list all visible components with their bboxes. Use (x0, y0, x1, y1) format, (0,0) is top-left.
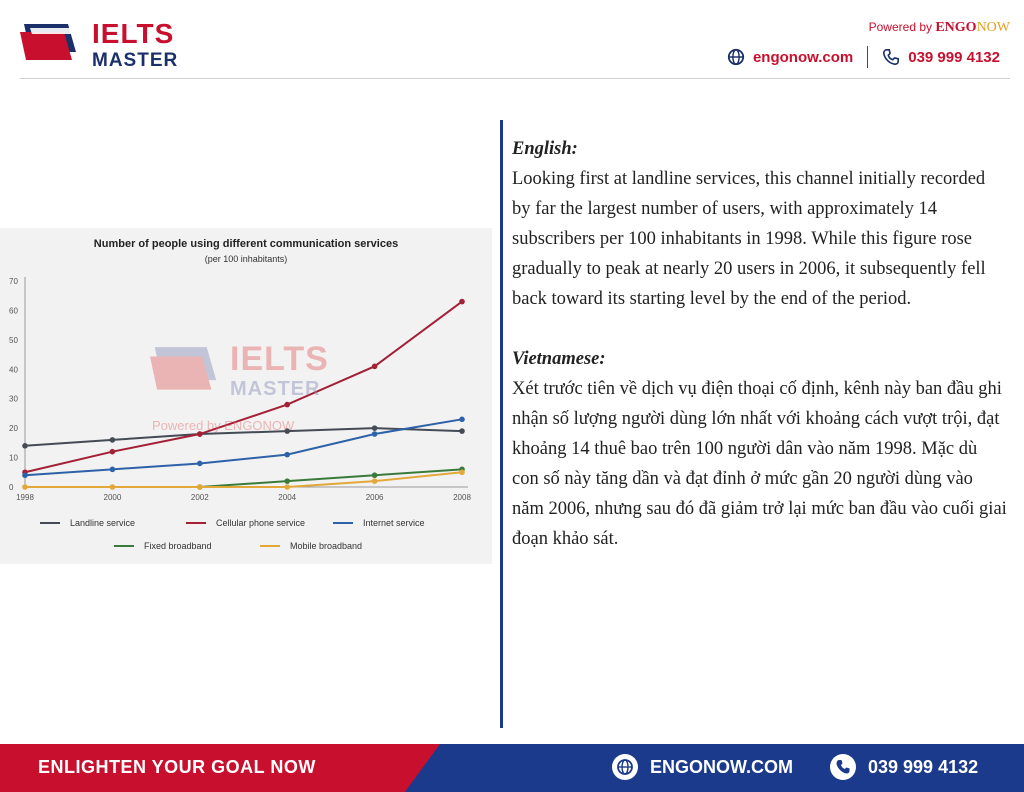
contact-separator (867, 46, 868, 68)
phone-icon (882, 48, 900, 66)
y-tick-label: 70 (9, 277, 18, 286)
logo-text-top: IELTS (92, 18, 175, 49)
english-heading: English: (512, 139, 578, 159)
header-website-link[interactable]: engonow.com (752, 48, 854, 66)
legend-label: Cellular phone service (216, 518, 306, 528)
data-point-landline-service (22, 443, 28, 449)
footer-slogan: ENLIGHTEN YOUR GOAL NOW (38, 757, 316, 777)
data-point-mobile-broadband (22, 484, 28, 490)
watermark-text-top: IELTS (230, 340, 329, 378)
x-tick-label: 2008 (453, 493, 471, 502)
x-tick-label: 1998 (16, 493, 34, 502)
data-point-fixed-broadband (284, 478, 290, 484)
header (0, 0, 1024, 78)
data-point-fixed-broadband (372, 472, 378, 478)
data-point-cellular-phone-service (372, 364, 378, 370)
logo-mark-icon (20, 18, 86, 62)
header-phone-link[interactable]: 039 999 4132 (908, 48, 1000, 66)
footer-phone-label: 039 999 4132 (868, 756, 979, 777)
y-tick-label: 0 (9, 483, 14, 492)
footer-website-label: ENGONOW.COM (650, 756, 793, 777)
text-column (512, 134, 1008, 554)
chart-title: Number of people using different communication services (93, 238, 399, 250)
legend-swatch (260, 545, 280, 547)
legend-item (260, 541, 362, 551)
legend-label: Mobile broadband (290, 541, 363, 551)
data-point-mobile-broadband (459, 469, 465, 475)
powered-by (869, 20, 1010, 36)
chart-subtitle: (per 100 inhabitants) (204, 254, 288, 264)
legend-swatch (333, 522, 353, 524)
data-point-internet-service (372, 431, 378, 437)
footer-website[interactable] (612, 754, 793, 780)
data-point-internet-service (284, 452, 290, 458)
data-point-mobile-broadband (372, 478, 378, 484)
watermark-text-bottom: MASTER (230, 378, 321, 400)
y-tick-label: 50 (9, 335, 18, 345)
x-tick-label: 2002 (190, 493, 209, 502)
legend-swatch (186, 522, 206, 524)
english-body: Looking first at landline services, this channel initially recorded by far the largest number of users, with approximately 14 subscribers per 100 inhabitants in 1998. While this figure rose gradually to peak at nearly 20 users in 2006, it subsequently fell back toward its starting level by the end of the period. (512, 169, 986, 309)
data-point-landline-service (459, 428, 465, 434)
legend-label: Internet service (363, 518, 425, 528)
globe-icon (612, 754, 638, 780)
legend-swatch (114, 545, 134, 547)
y-tick-label: 30 (9, 394, 18, 404)
vertical-divider (500, 120, 503, 728)
data-point-internet-service (197, 461, 203, 467)
y-tick-label: 60 (9, 306, 18, 316)
data-point-mobile-broadband (110, 484, 116, 490)
paragraph-gap (512, 314, 1008, 344)
data-point-internet-service (459, 417, 465, 423)
watermark-powered: Powered by ENGONOW (152, 418, 295, 433)
y-tick-label: 10 (9, 453, 18, 463)
footer-phone[interactable] (830, 754, 978, 780)
data-point-internet-service (110, 467, 116, 473)
watermark (150, 340, 350, 433)
legend-label: Landline service (70, 518, 136, 528)
powered-brand-a: ENGO (935, 20, 977, 35)
legend-item (114, 541, 212, 551)
footer (0, 744, 1024, 792)
y-tick-label: 20 (9, 424, 18, 434)
data-point-landline-service (110, 437, 116, 443)
data-point-cellular-phone-service (459, 299, 465, 305)
legend-label: Fixed broadband (144, 541, 212, 551)
logo-text-bottom: MASTER (92, 50, 179, 71)
x-tick-label: 2006 (365, 493, 384, 502)
globe-icon (727, 48, 745, 66)
data-point-mobile-broadband (284, 484, 290, 490)
data-point-landline-service (372, 425, 378, 431)
y-tick-label: 40 (9, 365, 18, 375)
powered-brand-b: NOW (976, 20, 1010, 35)
logo[interactable] (20, 16, 190, 72)
legend-swatch (40, 522, 60, 524)
vietnamese-body: Xét trước tiên về dịch vụ điện thoại cố định, kênh này ban đầu ghi nhận số lượng người dùng lớn nhất với khoảng cách vượt trội, đạt khoảng 14 thuê bao trên 100 người dân vào năm 1998. Mặc dù con số này tăng dần và đạt đỉnh ở mức gần 20 người dùng vào năm 2006, nhưng sau đó đã giảm trở lại mức ban đầu vào cuối giai đoạn khảo sát. (512, 379, 1007, 549)
vietnamese-heading: Vietnamese: (512, 349, 606, 369)
legend-item (333, 518, 425, 528)
legend-item (186, 518, 305, 528)
data-point-mobile-broadband (197, 484, 203, 490)
data-point-cellular-phone-service (110, 449, 116, 455)
phone-icon (830, 754, 856, 780)
header-divider (20, 78, 1010, 79)
x-tick-label: 2000 (103, 493, 122, 502)
data-point-internet-service (22, 472, 28, 478)
x-tick-label: 2004 (278, 493, 297, 502)
watermark-logo-icon (150, 340, 228, 392)
legend-item (40, 518, 135, 528)
header-contacts (727, 46, 1000, 68)
powered-prefix: Powered by (868, 20, 936, 34)
